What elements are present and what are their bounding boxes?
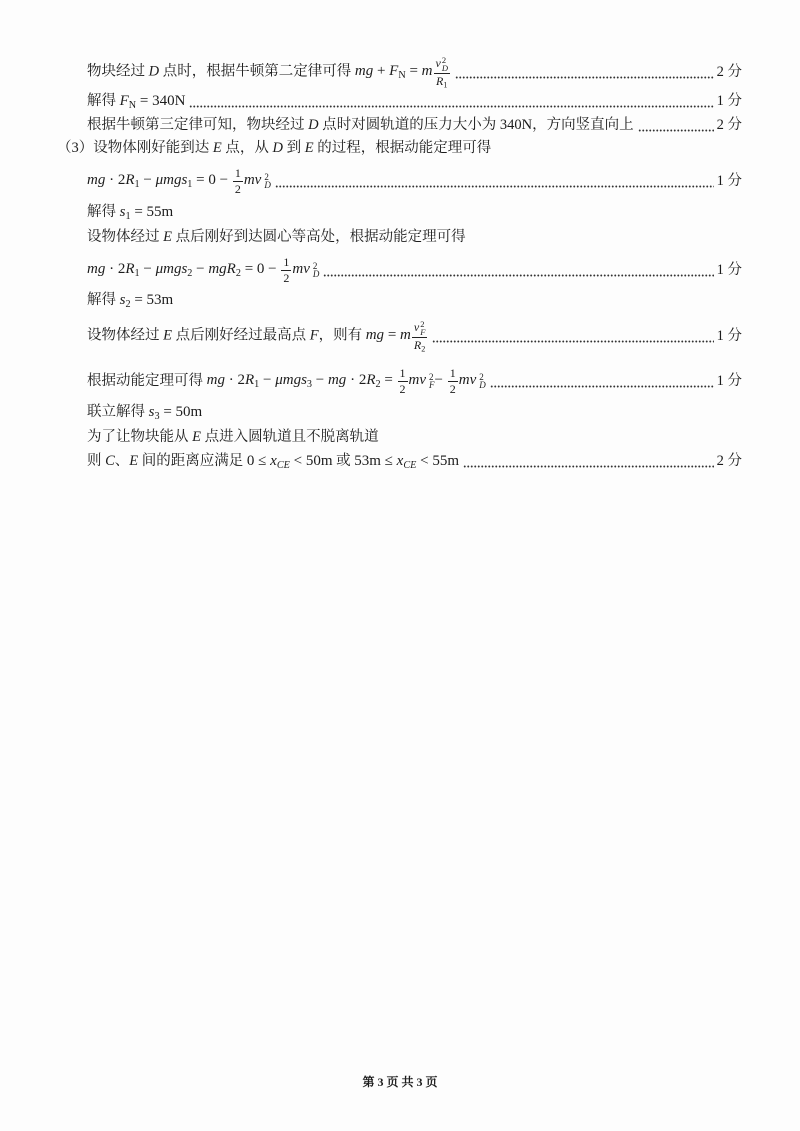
solution-line-11 — [87, 364, 742, 398]
number: 55m — [146, 204, 174, 220]
solution-line-5 — [87, 164, 742, 198]
dot-leader — [432, 326, 713, 346]
text-segment: 、 — [114, 453, 130, 469]
subscript: CE — [276, 459, 290, 471]
subscript: N — [128, 99, 137, 111]
point-label: E — [163, 229, 172, 245]
dot-leader — [463, 451, 714, 471]
operator: − — [143, 261, 152, 278]
superscript: 2 — [429, 371, 434, 382]
point-label: E — [304, 140, 314, 156]
superscript: 2 — [420, 319, 425, 329]
subscript: 1 — [134, 268, 140, 280]
subscript: 2 — [235, 268, 241, 280]
dot-leader — [189, 91, 713, 111]
line-content — [87, 256, 319, 285]
line-content — [87, 56, 451, 88]
math-variable: R — [436, 74, 444, 88]
operator: = — [139, 93, 149, 109]
score-mark: 2 分 — [716, 64, 742, 80]
operator: = — [244, 261, 254, 278]
math-variable: R — [366, 372, 376, 389]
fraction-numerator — [434, 56, 450, 74]
operator: · — [350, 372, 356, 389]
subscript: 3 — [154, 410, 160, 422]
dot-leader — [323, 260, 713, 280]
line-content — [87, 320, 428, 352]
operator: − — [196, 261, 205, 278]
operator: · — [109, 261, 115, 278]
math-variable: s — [148, 404, 155, 420]
operator: · — [109, 172, 115, 189]
line-content — [87, 451, 459, 471]
operator: < — [420, 453, 429, 469]
operator: − — [268, 261, 277, 278]
number: 340N — [152, 93, 186, 109]
text-segment: 物块经过 — [87, 63, 145, 80]
math-variable: μmgs — [155, 172, 188, 189]
text-segment: 则 — [87, 453, 102, 469]
score-mark: 2 分 — [716, 117, 742, 133]
subscript: 1 — [443, 80, 448, 90]
operator: − — [143, 172, 152, 189]
equation — [120, 292, 174, 308]
solution-line-6 — [87, 202, 742, 222]
math-variable: R — [125, 261, 135, 278]
line-content — [87, 202, 173, 222]
operator: = — [409, 63, 418, 80]
number: 2 — [237, 372, 245, 389]
point-label: F — [309, 327, 319, 344]
number: 0 — [208, 172, 216, 189]
text-segment: 解得 — [87, 204, 116, 220]
fraction-denominator — [434, 74, 449, 88]
math-variable: R — [125, 172, 135, 189]
text-segment: 或 — [336, 453, 351, 469]
dot-leader — [490, 371, 714, 391]
text-segment: 间的距离应满足 — [141, 453, 244, 469]
fraction-numerator — [412, 320, 428, 338]
sup-sub-stack — [264, 173, 271, 190]
score-mark: 1 分 — [716, 93, 742, 109]
equation — [87, 165, 271, 196]
page-number-label: 第 3 页 共 3 页 — [362, 1075, 438, 1089]
number: 53m — [354, 453, 381, 469]
superscript: 2 — [264, 171, 269, 182]
subscript: 2 — [375, 379, 381, 391]
operator: − — [315, 372, 325, 389]
dot-leader — [638, 115, 714, 135]
inequality — [247, 453, 333, 469]
operator: = — [163, 404, 172, 420]
point-label: D — [308, 117, 319, 133]
fraction-numerator: 1 — [449, 365, 456, 380]
fraction — [281, 256, 291, 285]
math-variable: s — [119, 292, 126, 308]
equation — [365, 319, 429, 354]
solution-line-10 — [87, 319, 742, 353]
equation — [149, 404, 203, 420]
text-segment: （3）设物体刚好能到达 — [57, 140, 210, 156]
number: 50m — [305, 453, 333, 469]
number: 53m — [146, 292, 174, 308]
text-segment: 设物体经过 — [87, 327, 160, 344]
equation — [354, 55, 451, 90]
text-segment: 为了让物块能从 — [87, 429, 189, 445]
operator: = — [387, 327, 397, 344]
math-variable: mg — [327, 372, 347, 389]
math-variable: x — [270, 453, 277, 469]
score-mark: 2 分 — [716, 453, 742, 469]
fraction — [398, 367, 408, 396]
subscript: D — [264, 180, 271, 190]
line-content — [87, 227, 466, 247]
subscript: CE — [403, 459, 417, 471]
subscript: 2 — [187, 268, 193, 280]
number: 2 — [117, 261, 126, 278]
point-label: E — [163, 327, 172, 344]
math-variable: mgR — [208, 261, 236, 278]
fraction — [412, 320, 428, 352]
operator: ≤ — [384, 453, 393, 469]
superscript: 2 — [441, 55, 447, 65]
sup-sub-stack — [479, 373, 486, 390]
text-segment: 联立解得 — [87, 404, 145, 420]
math-variable: mv — [243, 172, 262, 189]
fraction — [434, 56, 450, 88]
math-variable: mg — [87, 261, 106, 278]
operator: − — [262, 372, 272, 389]
subscript: D — [441, 63, 448, 73]
solution-line-13 — [87, 427, 742, 447]
text-segment: ，方向竖直向上 — [532, 117, 634, 133]
math-variable: R — [244, 372, 255, 389]
fraction — [448, 367, 458, 396]
solution-line-8 — [87, 253, 742, 287]
operator: − — [219, 172, 229, 189]
math-variable: v — [413, 319, 420, 334]
math-variable: s — [119, 204, 126, 220]
text-segment: 解得 — [87, 292, 116, 308]
fraction-denominator: 2 — [449, 381, 456, 396]
solution-line-4 — [57, 138, 742, 158]
sup-sub-stack — [313, 262, 320, 279]
subscript: 1 — [134, 179, 140, 191]
math-variable: mg — [354, 63, 374, 80]
operator: · — [228, 372, 234, 389]
line-content — [87, 167, 271, 196]
solution-line-1 — [87, 55, 742, 89]
fraction — [233, 167, 243, 196]
operator: = — [134, 204, 143, 220]
text-segment: 根据牛顿第三定律可知，物块经过 — [87, 117, 305, 133]
fraction-denominator: 2 — [283, 270, 290, 285]
math-variable: μmgs — [275, 372, 307, 389]
text-segment: 点，从 — [225, 140, 269, 156]
math-variable: F — [389, 63, 399, 80]
line-content — [87, 427, 379, 447]
subscript: 3 — [306, 379, 312, 391]
line-content — [87, 115, 634, 135]
subscript: 1 — [187, 179, 193, 191]
point-label: E — [212, 140, 222, 156]
math-variable: v — [435, 55, 441, 70]
text-segment: 点进入圆轨道且不脱离轨道 — [204, 429, 379, 445]
text-segment: 的过程，根据动能定理可得 — [317, 140, 492, 156]
page-footer — [0, 1072, 800, 1092]
text-segment: 点后刚好经过最高点 — [175, 327, 307, 344]
superscript: 2 — [479, 371, 484, 382]
math-variable: m — [400, 327, 411, 344]
line-content — [57, 138, 491, 158]
subscript: 2 — [421, 344, 426, 354]
math-variable: mg — [365, 327, 385, 344]
operator: − — [434, 372, 444, 389]
point-label: D — [272, 140, 283, 156]
operator: = — [196, 172, 205, 189]
solution-line-12 — [87, 402, 742, 422]
fraction-denominator — [412, 338, 427, 352]
subscript: N — [398, 70, 406, 82]
math-variable: mg — [87, 172, 106, 189]
subscript: F — [429, 380, 435, 390]
math-variable: mv — [408, 372, 427, 389]
dot-leader — [275, 171, 714, 191]
line-content — [87, 367, 486, 396]
number: 0 — [246, 453, 255, 469]
number: 0 — [256, 261, 265, 278]
score-mark: 1 分 — [716, 262, 742, 278]
solution-line-14 — [87, 451, 742, 471]
subscript: 1 — [254, 379, 260, 391]
solution-line-9 — [87, 290, 742, 310]
inequality — [354, 453, 459, 469]
line-content — [87, 91, 185, 111]
dot-leader — [455, 62, 714, 82]
fraction-numerator: 1 — [399, 365, 406, 380]
point-label: C — [105, 453, 115, 469]
math-variable: μmgs — [155, 261, 188, 278]
equation — [120, 93, 186, 109]
superscript: 2 — [312, 260, 318, 271]
equation — [120, 204, 174, 220]
score-mark: 1 分 — [716, 373, 742, 389]
fraction-numerator: 1 — [234, 165, 241, 180]
equation — [206, 365, 486, 396]
sup-sub-stack — [420, 320, 425, 336]
operator: + — [376, 63, 386, 80]
text-segment: 点后刚好到达圆心等高处，根据动能定理可得 — [175, 229, 466, 245]
math-variable: mg — [206, 372, 225, 389]
number: 340N — [499, 117, 533, 133]
math-variable: F — [119, 93, 129, 109]
operator: = — [134, 292, 143, 308]
score-mark: 1 分 — [716, 328, 742, 344]
line-content — [87, 290, 173, 310]
number: 50m — [175, 404, 203, 420]
subscript: 1 — [125, 210, 131, 222]
text-segment: 解得 — [87, 93, 116, 109]
operator: < — [293, 453, 303, 469]
text-segment: 设物体经过 — [87, 229, 160, 245]
math-variable: x — [396, 453, 404, 469]
math-variable: mv — [458, 372, 477, 389]
operator: = — [384, 372, 393, 389]
text-segment: 根据动能定理可得 — [87, 372, 203, 389]
sup-sub-stack — [442, 56, 448, 72]
line-content — [87, 402, 202, 422]
solution-line-7 — [87, 227, 742, 247]
math-variable: mv — [292, 261, 310, 278]
text-segment: 点时对圆轨道的压力大小为 — [322, 117, 497, 133]
solution-line-3 — [87, 115, 742, 135]
subscript: F — [420, 327, 426, 337]
subscript: D — [312, 269, 320, 279]
point-label: D — [148, 63, 160, 80]
text-segment: ，则有 — [318, 327, 363, 344]
text-segment: 到 — [286, 140, 302, 156]
subscript: D — [479, 380, 486, 390]
number: 2 — [117, 172, 126, 189]
equation — [87, 254, 320, 285]
math-variable: m — [421, 63, 433, 80]
subscript: 2 — [125, 298, 131, 310]
fraction-denominator: 2 — [399, 381, 406, 396]
point-label: E — [129, 453, 139, 469]
text-segment: 点时，根据牛顿第二定律可得 — [162, 63, 352, 80]
number: 55m — [432, 453, 459, 469]
point-label: E — [192, 429, 201, 445]
score-mark: 1 分 — [716, 173, 742, 189]
fraction-numerator: 1 — [283, 254, 290, 269]
math-variable: R — [413, 338, 422, 352]
solution-line-2 — [87, 91, 742, 111]
fraction-denominator: 2 — [234, 181, 241, 196]
operator: ≤ — [258, 453, 267, 469]
number: 2 — [358, 372, 367, 389]
